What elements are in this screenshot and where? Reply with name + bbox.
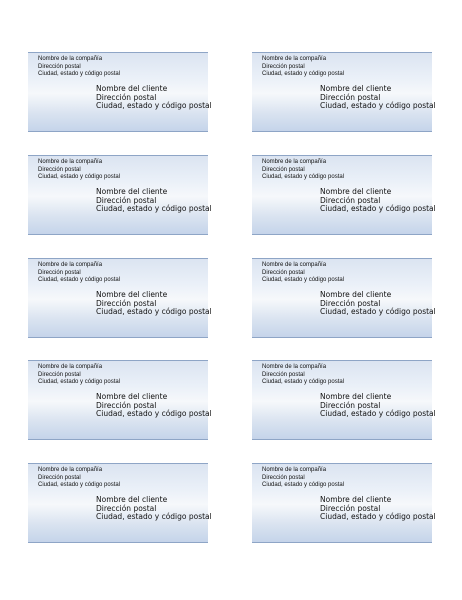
recipient-address: Dirección postal bbox=[320, 400, 381, 410]
shipping-label-9 bbox=[28, 463, 212, 543]
recipient-name: Nombre del cliente bbox=[96, 84, 168, 93]
company-name: Nombre de la compañía bbox=[262, 262, 327, 268]
recipient-city: Ciudad, estado y código postal bbox=[96, 101, 212, 110]
company-name: Nombre de la compañía bbox=[38, 56, 103, 62]
sender-address: Dirección postal bbox=[38, 269, 81, 276]
recipient-city: Ciudad, estado y código postal bbox=[96, 307, 212, 316]
sender-city: Ciudad, estado y código postal bbox=[38, 379, 121, 385]
recipient-city: Ciudad, estado y código postal bbox=[320, 409, 436, 418]
sender-block bbox=[38, 56, 120, 79]
recipient-city: Ciudad, estado y código postal bbox=[96, 204, 212, 213]
recipient-city: Ciudad, estado y código postal bbox=[96, 512, 212, 521]
recipient-address: Dirección postal bbox=[96, 195, 157, 205]
recipient-block bbox=[320, 291, 436, 317]
recipient-block bbox=[96, 291, 212, 317]
sender-address: Dirección postal bbox=[262, 474, 305, 481]
company-name: Nombre de la compañía bbox=[262, 364, 327, 370]
sender-block bbox=[262, 262, 344, 285]
sender-city: Ciudad, estado y código postal bbox=[262, 482, 345, 488]
recipient-address: Dirección postal bbox=[96, 503, 157, 513]
sender-address: Dirección postal bbox=[262, 166, 305, 173]
recipient-address: Dirección postal bbox=[96, 92, 157, 102]
shipping-label-8 bbox=[252, 360, 436, 440]
shipping-label-10 bbox=[252, 463, 436, 543]
recipient-block bbox=[96, 85, 212, 111]
shipping-label-4 bbox=[252, 155, 436, 235]
recipient-block bbox=[96, 188, 212, 214]
recipient-name: Nombre del cliente bbox=[96, 392, 168, 401]
sender-city: Ciudad, estado y código postal bbox=[38, 71, 121, 77]
sender-block bbox=[38, 364, 120, 387]
sender-city: Ciudad, estado y código postal bbox=[38, 174, 121, 180]
company-name: Nombre de la compañía bbox=[262, 56, 327, 62]
company-name: Nombre de la compañía bbox=[38, 262, 103, 268]
shipping-label-6 bbox=[252, 258, 436, 338]
sender-address: Dirección postal bbox=[38, 474, 81, 481]
recipient-block bbox=[320, 496, 436, 522]
sender-address: Dirección postal bbox=[262, 63, 305, 70]
sender-block bbox=[262, 364, 344, 387]
shipping-label-3 bbox=[28, 155, 212, 235]
sender-city: Ciudad, estado y código postal bbox=[38, 482, 121, 488]
sender-address: Dirección postal bbox=[262, 371, 305, 378]
sender-address: Dirección postal bbox=[38, 63, 81, 70]
recipient-name: Nombre del cliente bbox=[320, 392, 392, 401]
recipient-name: Nombre del cliente bbox=[320, 495, 392, 504]
sender-address: Dirección postal bbox=[262, 269, 305, 276]
recipient-city: Ciudad, estado y código postal bbox=[320, 307, 436, 316]
recipient-city: Ciudad, estado y código postal bbox=[96, 409, 212, 418]
shipping-label-2 bbox=[252, 52, 436, 132]
sender-address: Dirección postal bbox=[38, 371, 81, 378]
shipping-label-1 bbox=[28, 52, 212, 132]
recipient-name: Nombre del cliente bbox=[96, 187, 168, 196]
shipping-label-7 bbox=[28, 360, 212, 440]
recipient-block bbox=[320, 85, 436, 111]
shipping-label-5 bbox=[28, 258, 212, 338]
sender-city: Ciudad, estado y código postal bbox=[262, 174, 345, 180]
recipient-name: Nombre del cliente bbox=[320, 84, 392, 93]
recipient-address: Dirección postal bbox=[96, 298, 157, 308]
company-name: Nombre de la compañía bbox=[262, 467, 327, 473]
recipient-city: Ciudad, estado y código postal bbox=[320, 204, 436, 213]
sender-block bbox=[38, 262, 120, 285]
recipient-address: Dirección postal bbox=[96, 400, 157, 410]
recipient-name: Nombre del cliente bbox=[320, 290, 392, 299]
sender-block bbox=[262, 56, 344, 79]
company-name: Nombre de la compañía bbox=[38, 467, 103, 473]
recipient-block bbox=[96, 496, 212, 522]
recipient-city: Ciudad, estado y código postal bbox=[320, 101, 436, 110]
sender-block bbox=[38, 159, 120, 182]
recipient-name: Nombre del cliente bbox=[96, 495, 168, 504]
recipient-address: Dirección postal bbox=[320, 298, 381, 308]
sender-city: Ciudad, estado y código postal bbox=[262, 379, 345, 385]
company-name: Nombre de la compañía bbox=[38, 159, 103, 165]
sender-address: Dirección postal bbox=[38, 166, 81, 173]
sender-block bbox=[38, 467, 120, 490]
recipient-name: Nombre del cliente bbox=[320, 187, 392, 196]
sender-city: Ciudad, estado y código postal bbox=[38, 277, 121, 283]
company-name: Nombre de la compañía bbox=[38, 364, 103, 370]
recipient-block bbox=[320, 188, 436, 214]
recipient-name: Nombre del cliente bbox=[96, 290, 168, 299]
sender-block bbox=[262, 467, 344, 490]
recipient-address: Dirección postal bbox=[320, 92, 381, 102]
recipient-block bbox=[96, 393, 212, 419]
recipient-block bbox=[320, 393, 436, 419]
sender-city: Ciudad, estado y código postal bbox=[262, 277, 345, 283]
recipient-address: Dirección postal bbox=[320, 503, 381, 513]
recipient-city: Ciudad, estado y código postal bbox=[320, 512, 436, 521]
sender-city: Ciudad, estado y código postal bbox=[262, 71, 345, 77]
sender-block bbox=[262, 159, 344, 182]
company-name: Nombre de la compañía bbox=[262, 159, 327, 165]
recipient-address: Dirección postal bbox=[320, 195, 381, 205]
